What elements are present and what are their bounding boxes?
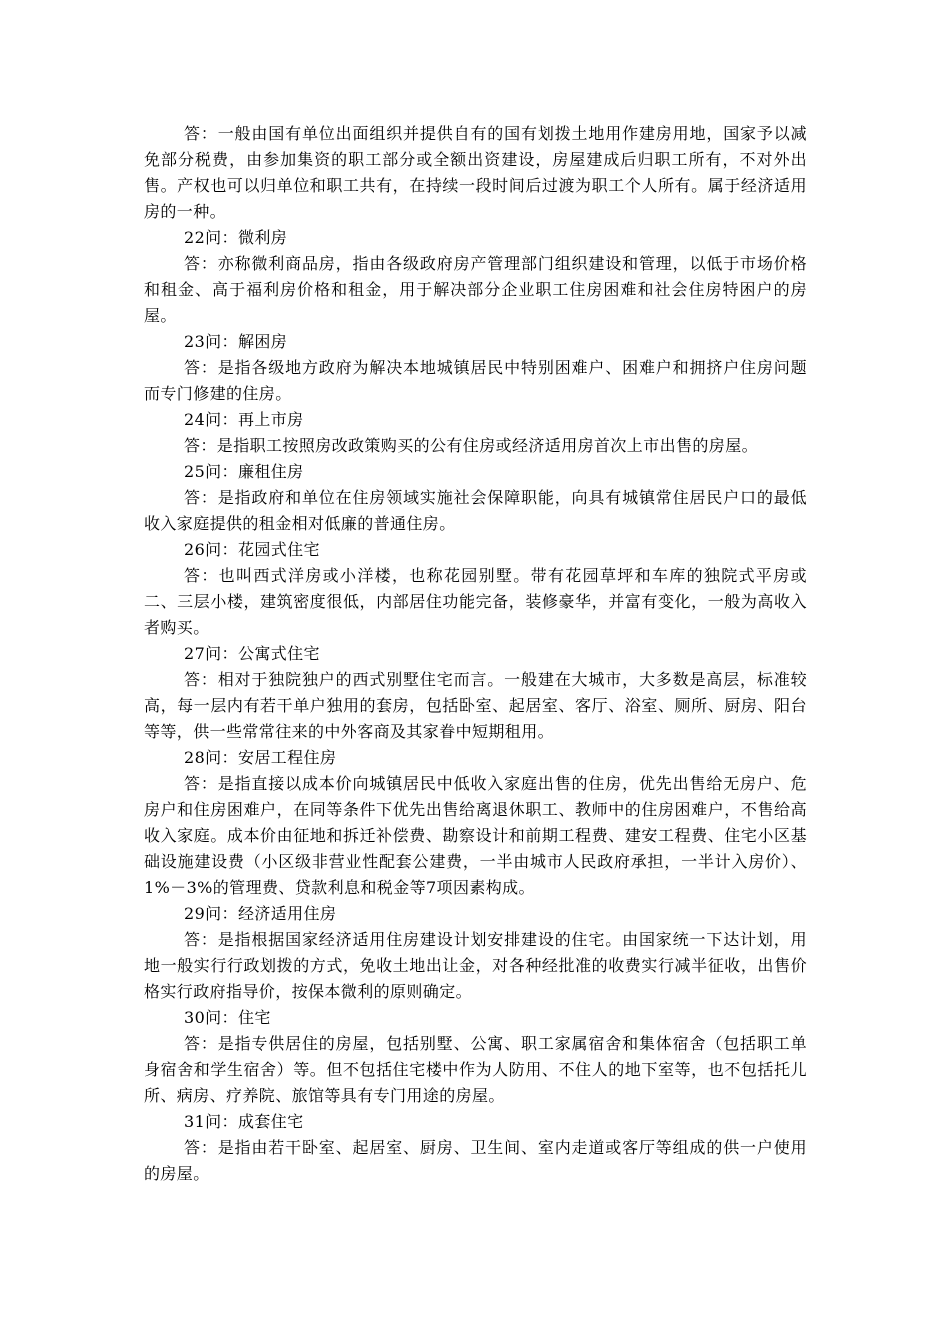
answer-paragraph: 答：是指政府和单位在住房领域实施社会保障职能，向具有城镇常住居民户口的最低收入家庭提供的租金相对低廉的普通住房。: [144, 488, 807, 533]
question-heading-31: 31问：成套住宅: [184, 1112, 304, 1131]
answer-paragraph: 答：是指由若干卧室、起居室、厨房、卫生间、室内走道或客厅等组成的供一户使用的房屋。: [144, 1138, 807, 1183]
answer-paragraph: 答：是指各级地方政府为解决本地城镇居民中特别困难户、困难户和拥挤户住房问题而专门修建的住房。: [144, 358, 807, 403]
answer-paragraph: 答：相对于独院独户的西式别墅住宅而言。一般建在大城市，大多数是高层，标准较高，每一层内有若干单户独用的套房，包括卧室、起居室、客厅、浴室、厕所、厨房、阳台等等，供一些常常往来的中外客商及其家眷中短期租用。: [144, 670, 807, 741]
question-heading-29: 29问：经济适用住房: [184, 904, 337, 923]
answer-paragraph: 答：是指专供居住的房屋，包括别墅、公寓、职工家属宿舍和集体宿舍（包括职工单身宿舍和学生宿舍）等。但不包括住宅楼中作为人防用、不住人的地下室等，也不包括托儿所、病房、疗养院、旅馆等具有专门用途的房屋。: [144, 1034, 807, 1105]
answer-paragraph: 答：是指职工按照房改政策购买的公有住房或经济适用房首次上市出售的房屋。: [184, 436, 759, 455]
answer-paragraph: 答：亦称微利商品房，指由各级政府房产管理部门组织建设和管理，以低于市场价格和租金、高于福利房价格和租金，用于解决部分企业职工住房困难和社会住房特困户的房屋。: [144, 254, 807, 325]
answer-paragraph: 答：一般由国有单位出面组织并提供自有的国有划拨土地用作建房用地，国家予以减免部分税费，由参加集资的职工部分或全额出资建设，房屋建成后归职工所有，不对外出售。产权也可以归单位和职工共有，在持续一段时间后过渡为职工个人所有。属于经济适用房的一种。: [144, 124, 807, 221]
document-page: [144, 121, 807, 1187]
question-heading-26: 26问：花园式住宅: [184, 540, 320, 559]
question-heading-25: 25问：廉租住房: [184, 462, 304, 481]
answer-paragraph: 答：是指直接以成本价向城镇居民中低收入家庭出售的住房，优先出售给无房户、危房户和住房困难户，在同等条件下优先出售给离退休职工、教师中的住房困难户，不售给高收入家庭。成本价由征地和拆迁补偿费、勘察设计和前期工程费、建安工程费、住宅小区基础设施建设费（小区级非营业性配套公建费，一半由城市人民政府承担，一半计入房价）、1%－3%的管理费、贷款利息和税金等7项因素构成。: [144, 774, 807, 897]
question-heading-28: 28问：安居工程住房: [184, 748, 337, 767]
question-heading-23: 23问：解困房: [184, 332, 288, 351]
question-heading-24: 24问：再上市房: [184, 410, 304, 429]
question-heading-27: 27问：公寓式住宅: [184, 644, 320, 663]
answer-paragraph: 答：是指根据国家经济适用住房建设计划安排建设的住宅。由国家统一下达计划，用地一般实行行政划拨的方式，免收土地出让金，对各种经批准的收费实行减半征收，出售价格实行政府指导价，按保本微利的原则确定。: [144, 930, 807, 1001]
answer-paragraph: 答：也叫西式洋房或小洋楼，也称花园别墅。带有花园草坪和车库的独院式平房或二、三层小楼，建筑密度很低，内部居住功能完备，装修豪华，并富有变化，一般为高收入者购买。: [144, 566, 807, 637]
question-heading-22: 22问：微利房: [184, 228, 288, 247]
question-heading-30: 30问：住宅: [184, 1008, 271, 1027]
